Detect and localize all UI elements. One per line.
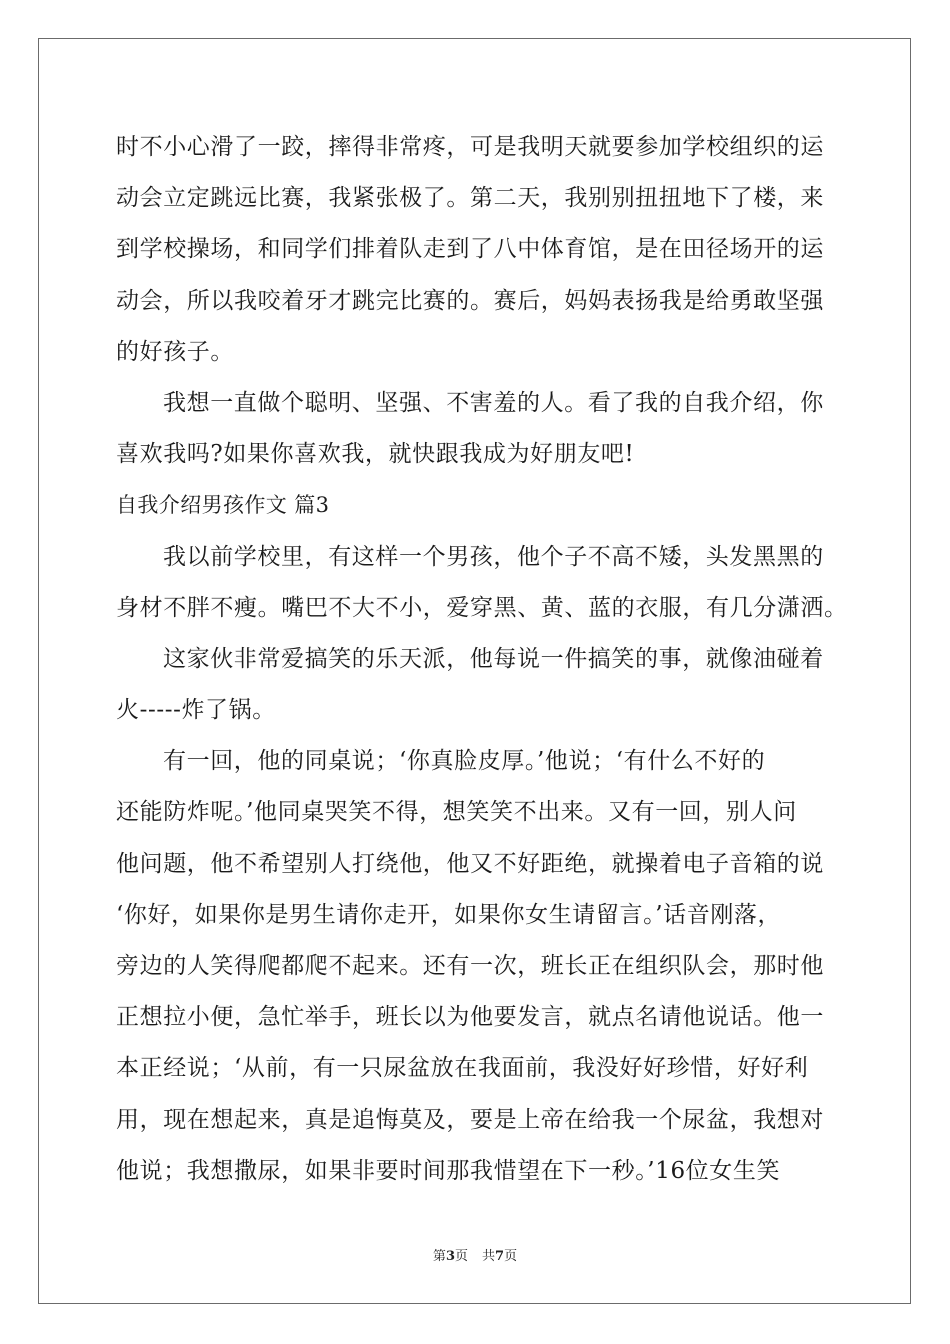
text-line: 他说；我想撒尿，如果非要时间那我惜望在下一秒。’16位女生笑 — [116, 1157, 781, 1184]
text-line: 我以前学校里，有这样一个男孩，他个子不高不矮，头发黑黑的 — [163, 543, 824, 570]
text-line: 他问题，他不希望别人打绕他，他又不好距绝，就操着电子音箱的说 — [116, 850, 824, 877]
text-line: 动会，所以我咬着牙才跳完比赛的。赛后，妈妈表扬我是给勇敢坚强 — [116, 287, 824, 314]
paragraph-4 — [116, 634, 836, 736]
page-footer — [0, 1245, 950, 1264]
text-line: 本正经说；‘从前，有一只尿盆放在我面前，我没好好珍惜，好好利 — [116, 1055, 809, 1082]
footer-page-suffix: 页 — [454, 1249, 468, 1264]
footer-prefix: 第 — [432, 1249, 446, 1264]
text-line: 有一回，他的同桌说；‘你真脸皮厚。’他说；‘有什么不好的 — [163, 748, 766, 775]
footer-total-prefix: 共 — [482, 1249, 496, 1264]
paragraph-5 — [116, 736, 836, 1197]
page-number: 3 — [445, 1249, 455, 1264]
text-line: 还能防炸呢。’他同桌哭笑不得，想笑笑不出来。又有一回，别人问 — [116, 799, 797, 826]
text-line: 正想拉小便，急忙举手，班长以为他要发言，就点名请他说话。他一 — [116, 1004, 824, 1031]
text-line: 用，现在想起来，真是追悔莫及，要是上帝在给我一个尿盆，我想对 — [116, 1106, 824, 1133]
text-line: 到学校操场，和同学们排着队走到了八中体育馆，是在田径场开的运 — [116, 236, 824, 263]
paragraph-2 — [116, 378, 836, 480]
text-line: ‘你好，如果你是男生请你走开，如果你女生请留言。’话音刚落， — [116, 901, 782, 928]
text-line: 动会立定跳远比赛，我紧张极了。第二天，我别别扭扭地下了楼，来 — [116, 185, 824, 212]
text-line: 这家伙非常爱搞笑的乐天派，他每说一件搞笑的事，就像油碰着 — [163, 645, 824, 672]
text-line: 火-----炸了锅。 — [116, 697, 276, 724]
text-line: 的好孩子。 — [116, 338, 234, 365]
text-line: 时不小心滑了一跤，摔得非常疼，可是我明天就要参加学校组织的运 — [116, 134, 824, 160]
document-body — [116, 122, 848, 1197]
text-line: 喜欢我吗?如果你喜欢我，就快跟我成为好朋友吧! — [116, 441, 635, 468]
paragraph-3 — [116, 532, 848, 634]
text-line: 旁边的人笑得爬都爬不起来。还有一次，班长正在组织队会，那时他 — [116, 953, 824, 979]
total-pages: 7 — [495, 1249, 505, 1264]
section-heading: 自我介绍男孩作文 篇3 — [116, 493, 330, 518]
text-line: 我想一直做个聪明、坚强、不害羞的人。看了我的自我介绍，你 — [163, 389, 824, 416]
text-line: 身材不胖不瘦。嘴巴不大不小，爱穿黑、黄、蓝的衣服，有几分潇洒。 — [116, 594, 848, 621]
paragraph-1 — [116, 122, 836, 378]
footer-total-suffix: 页 — [504, 1249, 518, 1264]
